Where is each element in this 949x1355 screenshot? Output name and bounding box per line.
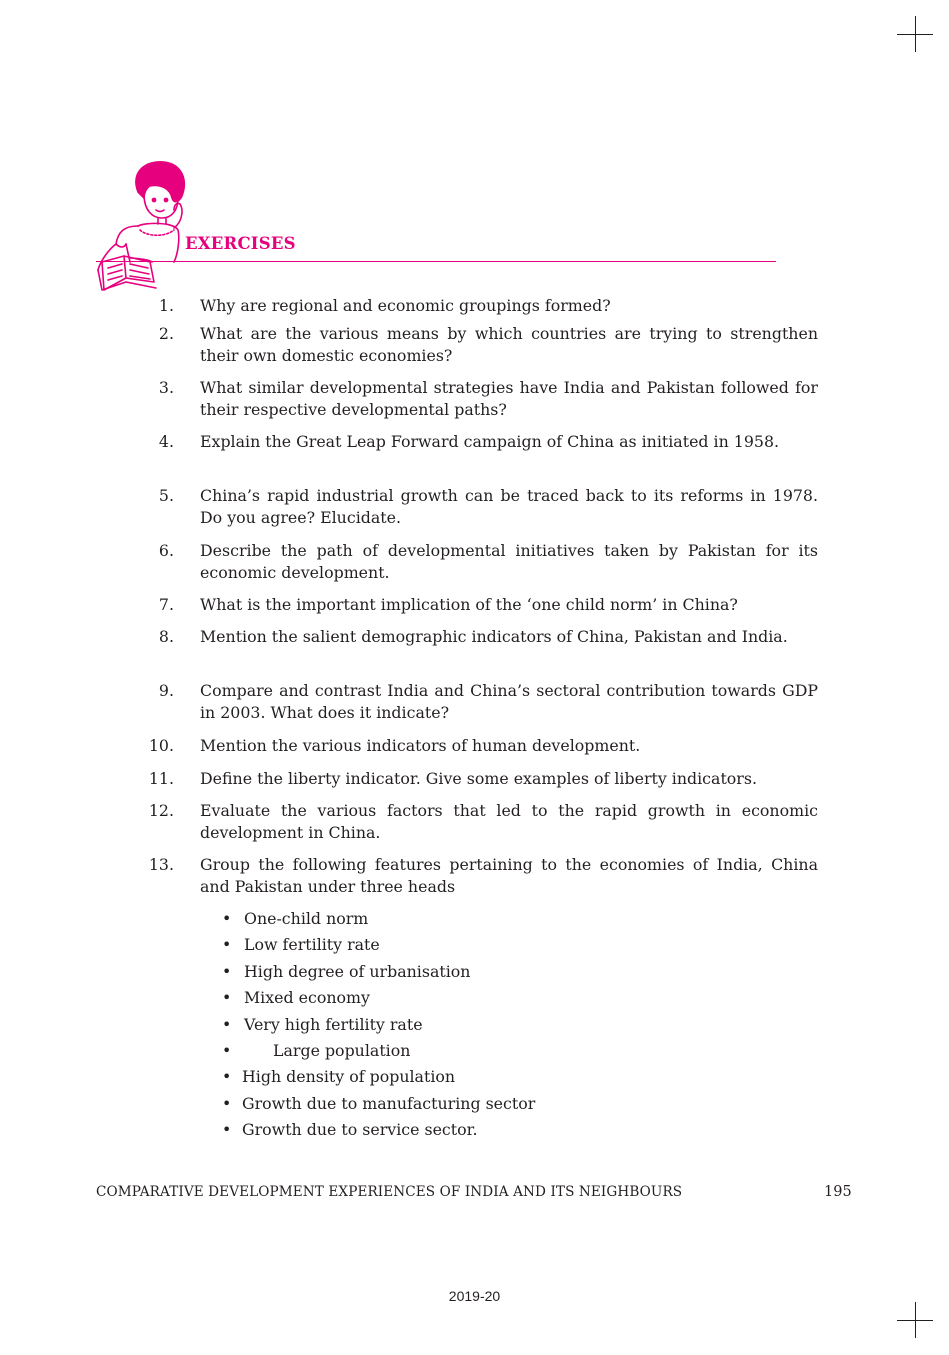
question-item bbox=[140, 323, 818, 366]
question-number: 8. bbox=[158, 627, 174, 646]
bullet-icon: • bbox=[222, 1093, 232, 1113]
list-item bbox=[222, 1117, 535, 1143]
bullet-icon: • bbox=[222, 988, 232, 1008]
question-text: What are the various means by which countries are trying to strengthen their own domestic economies? bbox=[200, 324, 818, 365]
question-item bbox=[140, 540, 818, 583]
question-text: China’s rapid industrial growth can be traced back to its reforms in 1978. Do you agree? Elucidate. bbox=[200, 486, 818, 527]
list-item bbox=[222, 1091, 535, 1117]
feature-text: One-child norm bbox=[244, 909, 369, 928]
list-item bbox=[222, 906, 535, 932]
question-item bbox=[140, 377, 818, 420]
question-number: 9. bbox=[158, 681, 174, 700]
question-number: 1. bbox=[158, 296, 174, 315]
bullet-icon: • bbox=[222, 1014, 232, 1034]
question-number: 13. bbox=[148, 855, 174, 874]
feature-text: Large population bbox=[273, 1040, 411, 1060]
list-item bbox=[222, 1038, 535, 1064]
question-text: Describe the path of developmental initiatives taken by Pakistan for its economic development. bbox=[200, 541, 818, 582]
bullet-icon: • bbox=[222, 1120, 232, 1140]
question-item bbox=[140, 854, 818, 897]
list-item bbox=[222, 985, 535, 1011]
bullet-icon: • bbox=[222, 935, 232, 955]
question-number: 12. bbox=[148, 801, 174, 820]
list-item bbox=[222, 1012, 535, 1038]
question-text: What is the important implication of the ‘one child norm’ in China? bbox=[200, 595, 738, 614]
feature-text: Very high fertility rate bbox=[244, 1014, 423, 1034]
list-item bbox=[222, 932, 535, 958]
question-number: 6. bbox=[158, 541, 174, 560]
question-text: Mention the salient demographic indicators of China, Pakistan and India. bbox=[200, 627, 788, 646]
question-item bbox=[140, 800, 818, 843]
feature-list bbox=[222, 906, 535, 1144]
mascot-girl-reading-icon bbox=[94, 158, 194, 298]
question-text: Mention the various indicators of human development. bbox=[200, 736, 641, 755]
list-item bbox=[222, 959, 535, 985]
question-item bbox=[140, 485, 818, 528]
question-item bbox=[140, 768, 818, 790]
question-text: Why are regional and economic groupings formed? bbox=[200, 296, 611, 315]
feature-text: High density of population bbox=[242, 1067, 456, 1087]
question-text: Group the following features pertaining to the economies of India, China and Pakistan under three heads bbox=[200, 855, 818, 896]
question-item bbox=[140, 735, 818, 757]
question-number: 5. bbox=[158, 486, 174, 505]
section-heading: EXERCISES bbox=[185, 234, 296, 253]
crop-mark-icon bbox=[897, 16, 933, 52]
question-item bbox=[140, 431, 818, 453]
question-item bbox=[140, 626, 818, 648]
bullet-icon: • bbox=[222, 1067, 232, 1087]
question-number: 3. bbox=[158, 378, 174, 397]
page-number: 195 bbox=[824, 1184, 852, 1200]
question-text: What similar developmental strategies have India and Pakistan followed for their respective developmental paths? bbox=[200, 378, 818, 419]
question-number: 4. bbox=[158, 432, 174, 451]
question-item bbox=[140, 594, 818, 616]
question-number: 2. bbox=[158, 324, 174, 343]
list-item bbox=[222, 1064, 535, 1090]
question-number: 10. bbox=[148, 736, 174, 755]
question-text: Explain the Great Leap Forward campaign of China as initiated in 1958. bbox=[200, 432, 780, 451]
question-number: 7. bbox=[158, 595, 174, 614]
question-number: 11. bbox=[148, 769, 174, 788]
feature-text: Growth due to manufacturing sector bbox=[242, 1093, 536, 1113]
bullet-icon: • bbox=[222, 961, 232, 981]
heading-divider bbox=[96, 261, 776, 262]
question-item bbox=[140, 295, 818, 317]
feature-text: Growth due to service sector. bbox=[242, 1120, 478, 1140]
bullet-icon: • bbox=[222, 1040, 232, 1060]
question-text: Evaluate the various factors that led to the rapid growth in economic development in China. bbox=[200, 801, 818, 842]
bullet-icon: • bbox=[222, 909, 232, 928]
feature-text: High degree of urbanisation bbox=[244, 961, 471, 981]
crop-mark-icon bbox=[897, 1302, 933, 1338]
question-item bbox=[140, 680, 818, 723]
question-text: Compare and contrast India and China’s sectoral contribution towards GDP in 2003. What does it indicate? bbox=[200, 681, 818, 722]
edition-year: 2019-20 bbox=[448, 1288, 501, 1304]
feature-text: Low fertility rate bbox=[244, 935, 380, 955]
feature-text: Mixed economy bbox=[244, 988, 370, 1008]
question-text: Define the liberty indicator. Give some examples of liberty indicators. bbox=[200, 769, 757, 788]
running-footer-title: COMPARATIVE DEVELOPMENT EXPERIENCES OF INDIA AND ITS NEIGHBOURS bbox=[96, 1184, 683, 1200]
